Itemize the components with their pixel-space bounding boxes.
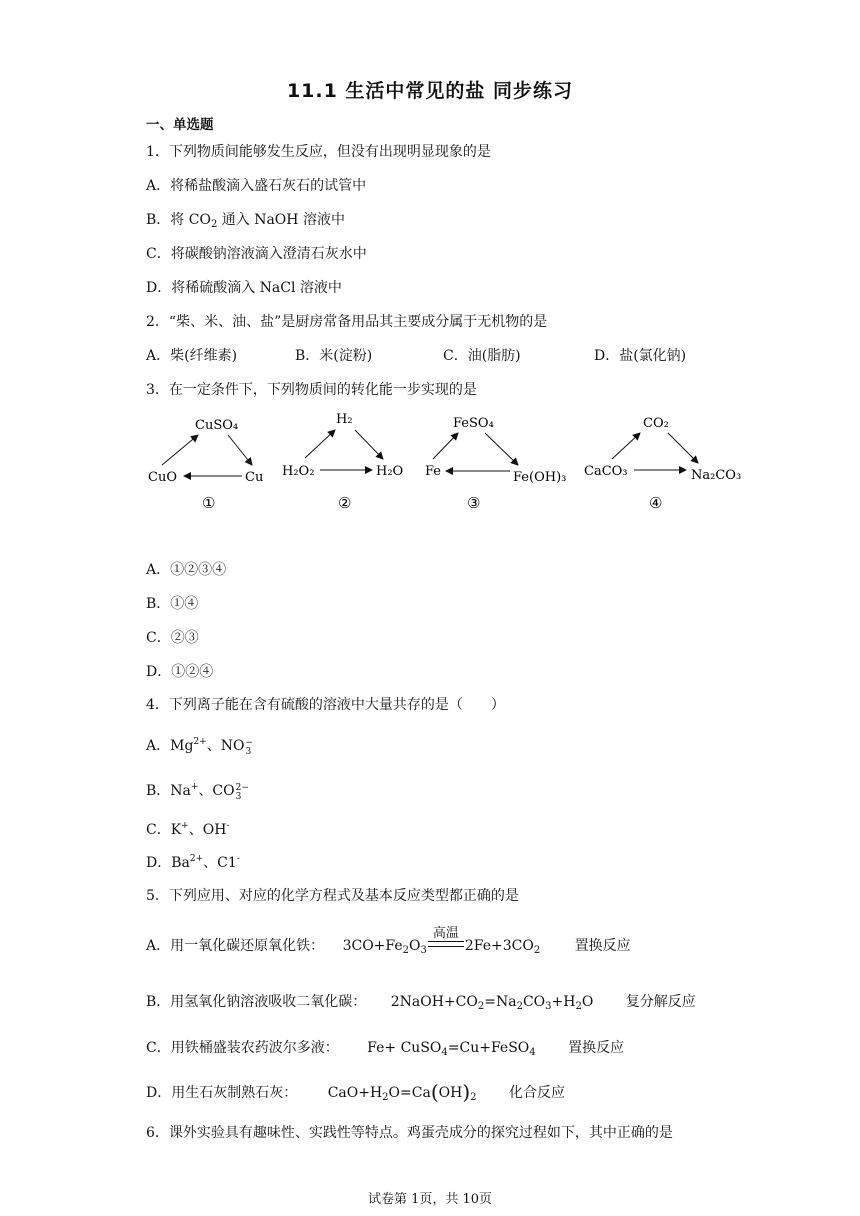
diagram-3-number: ③: [467, 494, 481, 512]
equals-sign: [428, 941, 464, 947]
q4-stem: 4．下列离子能在含有硫酸的溶液中大量共存的是（ ）: [146, 697, 505, 713]
q1-option-d: D．将稀硫酸滴入 NaCl 溶液中: [146, 280, 342, 296]
q4-option-c: C．K+、OH-: [146, 821, 230, 838]
q5-stem: 5．下列应用、对应的化学方程式及基本反应类型都正确的是: [146, 888, 519, 904]
page-footer: 试卷第 1页，共 10页: [367, 1192, 493, 1207]
q5-option-c: C．用铁桶盛装农药波尔多液： Fe+ CuSO$_4$=Cu+FeSO$_4$ 置换反应: [146, 1040, 625, 1058]
q1-option-a: A．将稀盐酸滴入盛石灰石的试管中: [146, 178, 367, 194]
q3-option-d: D．①②④: [146, 664, 214, 680]
q1-option-c: C．将碳酸钠溶液滴入澄清石灰水中: [146, 246, 367, 262]
q4-option-d: D．$Ba^{2+}$、C1-: [146, 854, 240, 871]
diagram-4-top: CO₂: [643, 416, 669, 431]
condition-high-temp: 高温: [432, 926, 459, 941]
q3-option-b: B．①④: [146, 596, 199, 612]
diagram-1-top: CuSO₄: [195, 418, 239, 433]
q3-option-a: A．①②③④: [146, 562, 227, 578]
diagram-3: [425, 416, 566, 512]
diagram-3-top: FeSO₄: [453, 416, 494, 431]
diagram-4-right: Na₂CO₃: [691, 468, 742, 483]
diagram-2: [282, 412, 403, 512]
q2-option-d: D．盐(氯化钠): [594, 348, 687, 364]
diagram-4: [584, 416, 741, 512]
q5-option-a: A．用一氧化碳还原氧化铁： $3CO+Fe_2O_3$ 高温 $2Fe+3CO_2$ 置换反应: [146, 935, 631, 956]
diagram-3-left: Fe: [425, 464, 442, 479]
q2-option-c: C．油(脂肪): [443, 348, 521, 364]
q4-option-a: A．$Mg^{2+}$、NO − 3: [146, 737, 253, 757]
q3-option-c: C．②③: [146, 630, 199, 646]
diagram-1-number: ①: [202, 494, 216, 512]
q4-option-b: B．Na+、CO 2− 3: [146, 782, 249, 802]
diagram-1: [148, 418, 263, 512]
diagram-4-number: ④: [649, 494, 663, 512]
q2-option-a: A．柴(纤维素): [146, 348, 238, 364]
diagram-2-right: H₂O: [376, 464, 404, 479]
q3-conversion-diagrams: [140, 405, 750, 520]
diagram-2-number: ②: [338, 494, 352, 512]
q5-option-b: B．用氢氧化钠溶液吸收二氧化碳： $2NaOH+CO_2=Na_2CO_3+H_2O$ 复分解反应: [146, 994, 696, 1012]
diagram-2-top: H₂: [336, 412, 353, 427]
diagram-2-left: H₂O₂: [282, 464, 315, 479]
q3-stem: 3．在一定条件下，下列物质间的转化能一步实现的是: [146, 382, 477, 398]
q1-option-b: B．将 $CO_2$ 通入 NaOH 溶液中: [146, 212, 345, 230]
page-title: 11.1 生活中常见的盐 同步练习: [286, 80, 574, 102]
q5-option-d: D．用生石灰制熟石灰： $CaO+H_2O=Ca(OH)_2$ 化合反应: [146, 1080, 565, 1104]
diagram-3-right: Fe(OH)₃: [513, 470, 567, 485]
q1-stem: 1．下列物质间能够发生反应，但没有出现明显现象的是: [146, 144, 491, 160]
diagram-1-left: CuO: [148, 470, 177, 485]
diagram-1-right: Cu: [245, 470, 264, 485]
q2-option-b: B．米(淀粉): [295, 348, 373, 364]
q6-stem: 6．课外实验具有趣味性、实践性等特点。鸡蛋壳成分的探究过程如下，其中正确的是: [146, 1125, 673, 1141]
q2-stem: 2．“柴、米、油、盐”是厨房常备用品其主要成分属于无机物的是: [146, 314, 548, 330]
diagram-4-left: CaCO₃: [584, 464, 628, 479]
section-heading: 一、单选题: [146, 117, 214, 133]
